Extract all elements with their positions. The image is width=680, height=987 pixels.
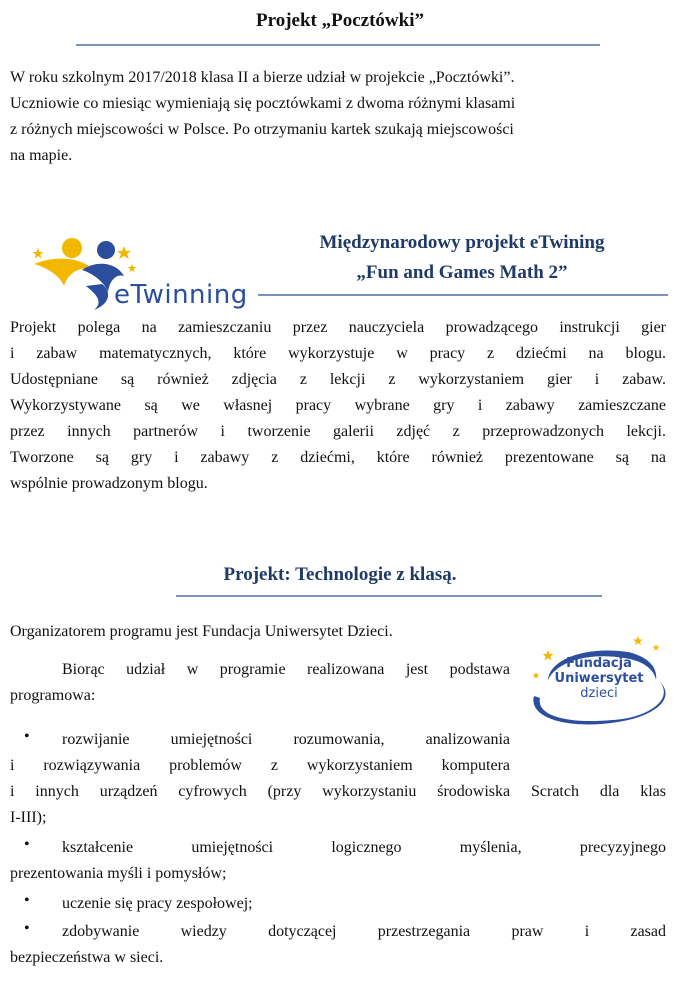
s1-line: W roku szkolnym 2017/2018 klasa II a bierze udział w projekcie „Pocztówki”.	[10, 69, 515, 86]
section3-title: Projekt: Technologie z klasą.	[223, 564, 457, 585]
bullet-2-line1: kształcenie umiejętności logicznego myślenia, precyzyjnego	[62, 839, 666, 856]
etwinning-logo-text: eTwinning	[114, 280, 248, 310]
bullet-2-symbol: •	[24, 836, 30, 853]
s2-line: wspólnie prowadzonym blogu.	[10, 475, 208, 492]
bullet-1-line1: rozwijanie umiejętności rozumowania, analizowania	[62, 731, 510, 748]
fundacja-logo-text	[528, 656, 670, 701]
bullet-1-line2: i rozwiązywania problemów z wykorzystaniem komputera	[10, 757, 510, 774]
fundacja-logo-line2: Uniwersytet	[554, 671, 644, 686]
bullet-1-line3: i innych urządzeń cyfrowych (przy wykorzystaniu środowiska Scratch dla klas	[10, 783, 666, 800]
s3-intro-line1: Biorąc udział w programie realizowana jest podstawa	[62, 661, 510, 678]
section2-rule	[258, 294, 668, 296]
bullet-3-line1: uczenie się pracy zespołowej;	[62, 895, 253, 912]
bullet-1-line4: I-III);	[10, 809, 47, 826]
s1-line: z różnych miejscowości w Polsce. Po otrzymaniu kartek szukają miejscowości	[10, 121, 514, 138]
s2-line: i zabaw matematycznych, które wykorzystuje w pracy z dziećmi na blogu.	[10, 345, 666, 362]
s2-line: Udostępniane są również zdjęcia z lekcji z wykorzystaniem gier i zabaw.	[10, 371, 666, 388]
fundacja-logo-line3: dzieci	[580, 686, 618, 701]
fundacja-logo	[528, 632, 670, 732]
section1-title: Projekt „Pocztówki”	[256, 10, 424, 31]
section2-title-line2: „Fun and Games Math 2”	[356, 262, 568, 283]
bullet-1-symbol: •	[24, 728, 30, 745]
bullet-4-line2: bezpieczeństwa w sieci.	[10, 949, 164, 966]
s1-line: Uczniowie co miesiąc wymieniają się pocztówkami z dwoma różnymi klasami	[10, 95, 516, 112]
section1-rule	[76, 44, 600, 46]
etwinning-logo	[24, 226, 250, 312]
bullet-4-line1: zdobywanie wiedzy dotyczącej przestrzegania praw i zasad	[62, 923, 666, 940]
s2-line: przez innych partnerów i tworzenie galerii zdjęć z przeprowadzonych lekcji.	[10, 423, 666, 440]
s2-line: Projekt polega na zamieszczaniu przez nauczyciela prowadzącego instrukcji gier	[10, 319, 666, 336]
s3-intro-line2: programowa:	[10, 687, 96, 704]
bullet-3-symbol: •	[24, 892, 30, 909]
section2-title-line1: Międzynarodowy projekt eTwining	[319, 232, 605, 253]
s3-organizer: Organizatorem programu jest Fundacja Uniwersytet Dzieci.	[10, 623, 393, 640]
fundacja-logo-line1: Fundacja	[566, 656, 632, 671]
section3-rule	[176, 595, 602, 597]
s1-line: na mapie.	[10, 147, 73, 164]
s2-line: Wykorzystywane są we własnej pracy wybrane gry i zabawy zamieszczane	[10, 397, 666, 414]
bullet-2-line2: prezentowania myśli i pomysłów;	[10, 865, 227, 882]
bullet-4-symbol: •	[24, 920, 30, 937]
s2-line: Tworzone są gry i zabawy z dziećmi, które również prezentowane są na	[10, 449, 666, 466]
